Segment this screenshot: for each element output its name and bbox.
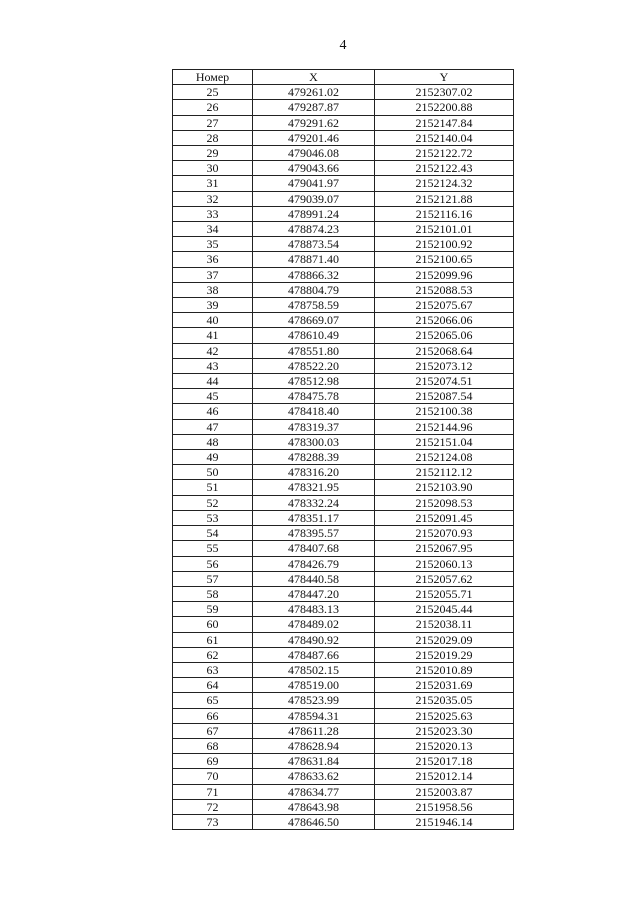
cell-number: 72 (173, 799, 253, 814)
cell-x: 478522.20 (253, 358, 375, 373)
table-row (173, 343, 514, 358)
cell-x: 478804.79 (253, 282, 375, 297)
cell-y: 2152099.96 (375, 267, 514, 282)
cell-y: 2152151.04 (375, 434, 514, 449)
cell-y: 2152075.67 (375, 298, 514, 313)
cell-x: 478487.66 (253, 647, 375, 662)
cell-number: 28 (173, 130, 253, 145)
cell-x: 479291.62 (253, 115, 375, 130)
cell-x: 478633.62 (253, 769, 375, 784)
coordinates-table (172, 69, 514, 830)
cell-y: 2152003.87 (375, 784, 514, 799)
cell-y: 2152144.96 (375, 419, 514, 434)
table-row (173, 450, 514, 465)
cell-y: 2152017.18 (375, 754, 514, 769)
table-row (173, 434, 514, 449)
cell-y: 2152010.89 (375, 662, 514, 677)
cell-x: 479201.46 (253, 130, 375, 145)
cell-y: 2152200.88 (375, 100, 514, 115)
cell-x: 479043.66 (253, 161, 375, 176)
table-row (173, 358, 514, 373)
table-row (173, 738, 514, 753)
cell-x: 478646.50 (253, 814, 375, 829)
cell-x: 478447.20 (253, 586, 375, 601)
cell-number: 50 (173, 465, 253, 480)
cell-number: 61 (173, 632, 253, 647)
cell-y: 2152070.93 (375, 526, 514, 541)
cell-x: 478594.31 (253, 708, 375, 723)
table-row (173, 298, 514, 313)
table-row (173, 176, 514, 191)
header-row (173, 70, 514, 85)
cell-x: 478483.13 (253, 602, 375, 617)
cell-y: 2152057.62 (375, 571, 514, 586)
cell-number: 47 (173, 419, 253, 434)
cell-x: 478610.49 (253, 328, 375, 343)
cell-number: 71 (173, 784, 253, 799)
cell-number: 58 (173, 586, 253, 601)
table-row (173, 586, 514, 601)
table-row (173, 222, 514, 237)
cell-number: 56 (173, 556, 253, 571)
table-header (173, 70, 514, 85)
cell-y: 2152147.84 (375, 115, 514, 130)
table-row (173, 161, 514, 176)
cell-y: 2152140.04 (375, 130, 514, 145)
cell-y: 2152091.45 (375, 510, 514, 525)
table-row (173, 465, 514, 480)
cell-y: 2152121.88 (375, 191, 514, 206)
cell-number: 45 (173, 389, 253, 404)
cell-x: 478512.98 (253, 374, 375, 389)
cell-number: 62 (173, 647, 253, 662)
table-row (173, 419, 514, 434)
table-row (173, 100, 514, 115)
cell-x: 478319.37 (253, 419, 375, 434)
table-row (173, 617, 514, 632)
table-row (173, 662, 514, 677)
table-row (173, 130, 514, 145)
table-row (173, 191, 514, 206)
cell-number: 66 (173, 708, 253, 723)
cell-x: 478669.07 (253, 313, 375, 328)
cell-y: 2152019.29 (375, 647, 514, 662)
table-row (173, 723, 514, 738)
cell-y: 2152100.92 (375, 237, 514, 252)
table-row (173, 799, 514, 814)
cell-y: 2152098.53 (375, 495, 514, 510)
table-row (173, 85, 514, 100)
cell-x: 479039.07 (253, 191, 375, 206)
cell-y: 2152012.14 (375, 769, 514, 784)
table-row (173, 374, 514, 389)
cell-x: 478288.39 (253, 450, 375, 465)
cell-number: 67 (173, 723, 253, 738)
table-row (173, 267, 514, 282)
table-body (173, 85, 514, 830)
cell-number: 54 (173, 526, 253, 541)
cell-number: 34 (173, 222, 253, 237)
cell-number: 26 (173, 100, 253, 115)
cell-x: 478758.59 (253, 298, 375, 313)
cell-x: 478519.00 (253, 678, 375, 693)
table-row (173, 647, 514, 662)
table-row (173, 389, 514, 404)
table-row (173, 693, 514, 708)
table-row (173, 495, 514, 510)
cell-y: 2152035.05 (375, 693, 514, 708)
cell-number: 63 (173, 662, 253, 677)
cell-y: 2152025.63 (375, 708, 514, 723)
cell-number: 30 (173, 161, 253, 176)
cell-x: 478321.95 (253, 480, 375, 495)
cell-x: 478523.99 (253, 693, 375, 708)
cell-y: 2152100.38 (375, 404, 514, 419)
table-row (173, 237, 514, 252)
table-row (173, 571, 514, 586)
cell-x: 479287.87 (253, 100, 375, 115)
cell-number: 68 (173, 738, 253, 753)
table-row (173, 510, 514, 525)
cell-x: 478631.84 (253, 754, 375, 769)
cell-x: 478475.78 (253, 389, 375, 404)
header-x: X (253, 70, 375, 85)
cell-y: 2152065.06 (375, 328, 514, 343)
cell-y: 2152116.16 (375, 206, 514, 221)
cell-y: 2152124.32 (375, 176, 514, 191)
table-row (173, 814, 514, 829)
cell-number: 32 (173, 191, 253, 206)
cell-number: 39 (173, 298, 253, 313)
cell-number: 46 (173, 404, 253, 419)
table-row (173, 556, 514, 571)
table-row (173, 146, 514, 161)
cell-x: 478611.28 (253, 723, 375, 738)
cell-y: 2152023.30 (375, 723, 514, 738)
cell-x: 478628.94 (253, 738, 375, 753)
page-number: 4 (339, 38, 347, 53)
table-row (173, 769, 514, 784)
cell-number: 69 (173, 754, 253, 769)
cell-y: 2152073.12 (375, 358, 514, 373)
cell-x: 478643.98 (253, 799, 375, 814)
cell-x: 478426.79 (253, 556, 375, 571)
cell-y: 2152100.65 (375, 252, 514, 267)
cell-number: 60 (173, 617, 253, 632)
cell-x: 478871.40 (253, 252, 375, 267)
cell-y: 2151946.14 (375, 814, 514, 829)
table-row (173, 754, 514, 769)
header-y: Y (375, 70, 514, 85)
cell-x: 478351.17 (253, 510, 375, 525)
cell-x: 478490.92 (253, 632, 375, 647)
cell-number: 65 (173, 693, 253, 708)
table-row (173, 708, 514, 723)
cell-y: 2152122.43 (375, 161, 514, 176)
cell-x: 478418.40 (253, 404, 375, 419)
cell-number: 35 (173, 237, 253, 252)
cell-number: 43 (173, 358, 253, 373)
table-row (173, 541, 514, 556)
cell-number: 42 (173, 343, 253, 358)
cell-number: 44 (173, 374, 253, 389)
cell-y: 2152066.06 (375, 313, 514, 328)
cell-x: 478316.20 (253, 465, 375, 480)
cell-number: 53 (173, 510, 253, 525)
cell-x: 478874.23 (253, 222, 375, 237)
table-row (173, 602, 514, 617)
cell-x: 479261.02 (253, 85, 375, 100)
cell-number: 29 (173, 146, 253, 161)
table-row (173, 206, 514, 221)
cell-y: 2152020.13 (375, 738, 514, 753)
cell-x: 479041.97 (253, 176, 375, 191)
cell-x: 478300.03 (253, 434, 375, 449)
table-row (173, 678, 514, 693)
cell-number: 57 (173, 571, 253, 586)
table-row (173, 526, 514, 541)
table-row (173, 252, 514, 267)
table-row (173, 328, 514, 343)
cell-x: 478489.02 (253, 617, 375, 632)
cell-number: 41 (173, 328, 253, 343)
cell-y: 2152103.90 (375, 480, 514, 495)
cell-x: 479046.08 (253, 146, 375, 161)
cell-number: 27 (173, 115, 253, 130)
cell-y: 2152060.13 (375, 556, 514, 571)
cell-x: 478407.68 (253, 541, 375, 556)
cell-number: 48 (173, 434, 253, 449)
cell-y: 2151958.56 (375, 799, 514, 814)
cell-y: 2152074.51 (375, 374, 514, 389)
cell-x: 478991.24 (253, 206, 375, 221)
table-row (173, 632, 514, 647)
cell-number: 38 (173, 282, 253, 297)
cell-number: 49 (173, 450, 253, 465)
header-number: Номер (173, 70, 253, 85)
cell-y: 2152068.64 (375, 343, 514, 358)
cell-y: 2152112.12 (375, 465, 514, 480)
cell-x: 478634.77 (253, 784, 375, 799)
cell-number: 33 (173, 206, 253, 221)
table-row (173, 313, 514, 328)
cell-number: 52 (173, 495, 253, 510)
table-row (173, 115, 514, 130)
cell-x: 478873.54 (253, 237, 375, 252)
cell-number: 36 (173, 252, 253, 267)
cell-x: 478866.32 (253, 267, 375, 282)
table-row (173, 404, 514, 419)
cell-y: 2152124.08 (375, 450, 514, 465)
cell-y: 2152055.71 (375, 586, 514, 601)
cell-y: 2152087.54 (375, 389, 514, 404)
cell-y: 2152029.09 (375, 632, 514, 647)
cell-y: 2152101.01 (375, 222, 514, 237)
cell-y: 2152038.11 (375, 617, 514, 632)
cell-y: 2152067.95 (375, 541, 514, 556)
cell-x: 478332.24 (253, 495, 375, 510)
cell-x: 478440.58 (253, 571, 375, 586)
cell-y: 2152122.72 (375, 146, 514, 161)
cell-number: 37 (173, 267, 253, 282)
cell-y: 2152045.44 (375, 602, 514, 617)
table-row (173, 784, 514, 799)
cell-y: 2152031.69 (375, 678, 514, 693)
cell-number: 55 (173, 541, 253, 556)
table-row (173, 282, 514, 297)
cell-x: 478395.57 (253, 526, 375, 541)
cell-number: 73 (173, 814, 253, 829)
cell-number: 59 (173, 602, 253, 617)
cell-number: 40 (173, 313, 253, 328)
cell-number: 64 (173, 678, 253, 693)
cell-number: 70 (173, 769, 253, 784)
cell-number: 51 (173, 480, 253, 495)
cell-number: 31 (173, 176, 253, 191)
table-row (173, 480, 514, 495)
cell-y: 2152088.53 (375, 282, 514, 297)
cell-y: 2152307.02 (375, 85, 514, 100)
cell-number: 25 (173, 85, 253, 100)
cell-x: 478502.15 (253, 662, 375, 677)
cell-x: 478551.80 (253, 343, 375, 358)
